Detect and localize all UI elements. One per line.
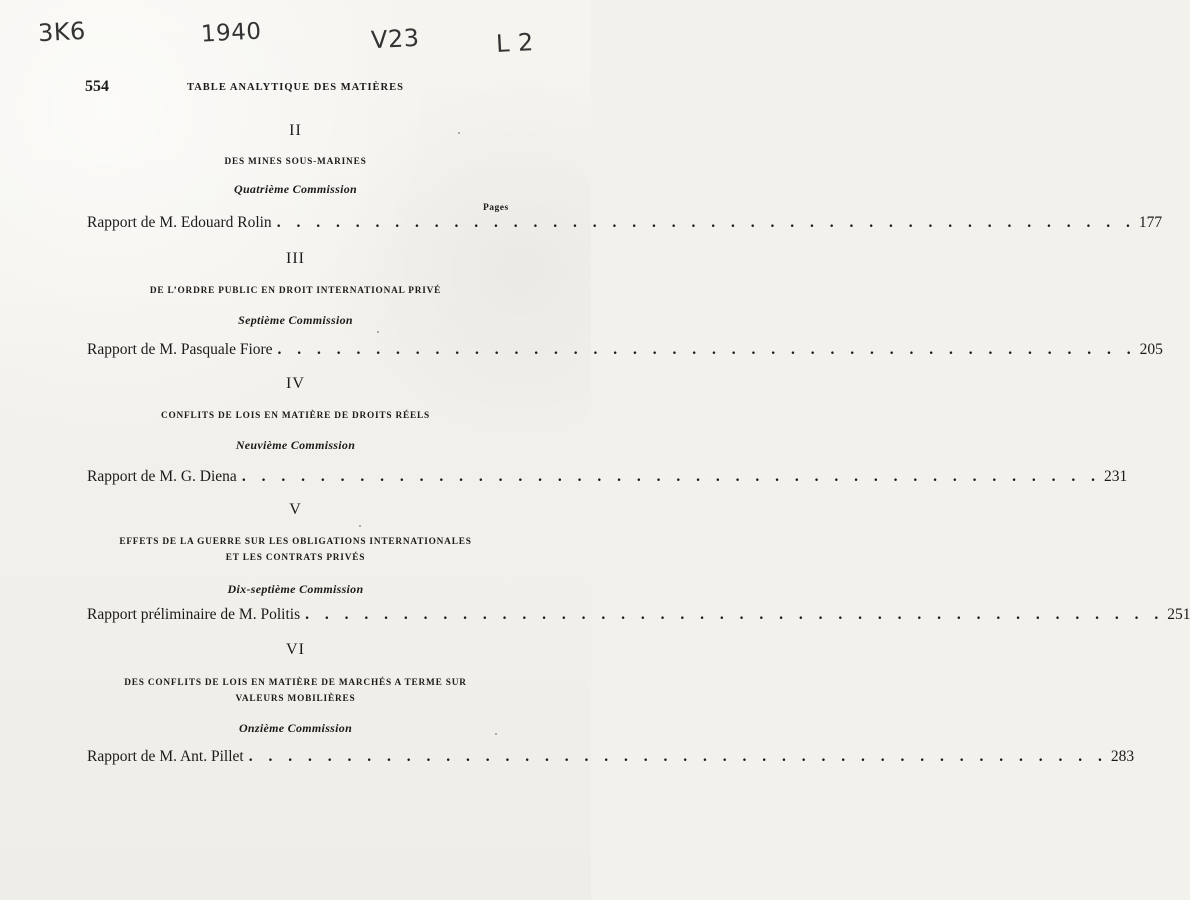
paper-speck <box>377 331 379 333</box>
section-title <box>0 408 591 424</box>
handwritten-note: 3K6 <box>37 16 87 48</box>
section-roman-numeral: III <box>286 250 305 267</box>
section-roman-numeral: V <box>289 501 302 518</box>
section-title-line: EFFETS DE LA GUERRE SUR LES OBLIGATIONS INTERNATIONALES <box>119 537 472 547</box>
section-title <box>0 283 591 299</box>
paper-speck <box>458 132 460 134</box>
toc-entry-page: 251 <box>1167 606 1190 623</box>
pages-column-header: Pages <box>483 203 509 213</box>
commission-name: Onzième Commission <box>238 721 353 735</box>
page-number: 554 <box>85 78 109 95</box>
commission-name: Septième Commission <box>238 313 353 327</box>
toc-entry-label: Rapport de M. G. Diena <box>87 468 237 485</box>
commission-name: Neuvième Commission <box>235 438 356 452</box>
toc-entry-page: 231 <box>1103 468 1128 485</box>
toc-entry-page: 283 <box>1110 748 1135 765</box>
section-title-line: CONFLITS DE LOIS EN MATIÈRE DE DROITS RÉELS <box>160 411 431 421</box>
toc-entry-label: Rapport de M. Edouard Rolin <box>87 214 272 231</box>
toc-entry <box>87 748 1135 772</box>
section-title-line: ET LES CONTRATS PRIVÉS <box>225 553 366 563</box>
toc-entry-page: 205 <box>1139 341 1163 358</box>
section-title-line: VALEURS MOBILIÈRES <box>235 694 356 704</box>
commission-name: Dix-septième Commission <box>227 582 364 596</box>
running-header-title: TABLE ANALYTIQUE DES MATIÈRES <box>187 82 404 93</box>
toc-entry <box>87 341 1163 365</box>
section-title-line: DES CONFLITS DE LOIS EN MATIÈRE DE MARCHÉS A TERME SUR <box>124 678 467 688</box>
dot-leader: . . . . . . . . . . . . . . . . . . . . . . . . . . . . . . . . . . . . . . . . . . . . <box>241 468 1101 485</box>
dot-leader: . . . . . . . . . . . . . . . . . . . . . . . . . . . . . . . . . . . . . . . . . . . . <box>277 341 1137 358</box>
section-title-line: DE L’ORDRE PUBLIC EN DROIT INTERNATIONAL PRIVÉ <box>149 286 442 296</box>
section-title <box>0 154 591 170</box>
section-roman-numeral: II <box>289 122 302 139</box>
commission-name: Quatrième Commission <box>233 182 358 196</box>
section-roman-numeral: IV <box>286 375 305 392</box>
paper-speck <box>359 525 361 527</box>
section-title <box>0 534 591 566</box>
section-title <box>0 675 591 707</box>
toc-entry-label: Rapport de M. Ant. Pillet <box>87 748 244 765</box>
dot-leader: . . . . . . . . . . . . . . . . . . . . . . . . . . . . . . . . . . . . . . . . . . . . <box>248 748 1108 765</box>
handwritten-note: 1940 <box>200 18 263 48</box>
handwritten-note: L 2 <box>495 28 535 58</box>
dot-leader: . . . . . . . . . . . . . . . . . . . . . . . . . . . . . . . . . . . . . . . . . . . . <box>305 606 1165 623</box>
toc-entry-page: 177 <box>1138 214 1163 231</box>
section-roman-numeral: VI <box>286 641 305 658</box>
paper-speck <box>495 733 497 735</box>
toc-entry <box>87 606 1190 630</box>
handwritten-note: V23 <box>370 23 421 55</box>
toc-entry-label: Rapport de M. Pasquale Fiore <box>87 341 273 358</box>
toc-entry <box>87 468 1128 492</box>
toc-entry <box>87 214 1163 238</box>
dot-leader: . . . . . . . . . . . . . . . . . . . . . . . . . . . . . . . . . . . . . . . . . . . . <box>276 214 1136 231</box>
section-title-line: DES MINES SOUS-MARINES <box>224 157 367 167</box>
toc-entry-label: Rapport préliminaire de M. Politis <box>87 606 301 623</box>
